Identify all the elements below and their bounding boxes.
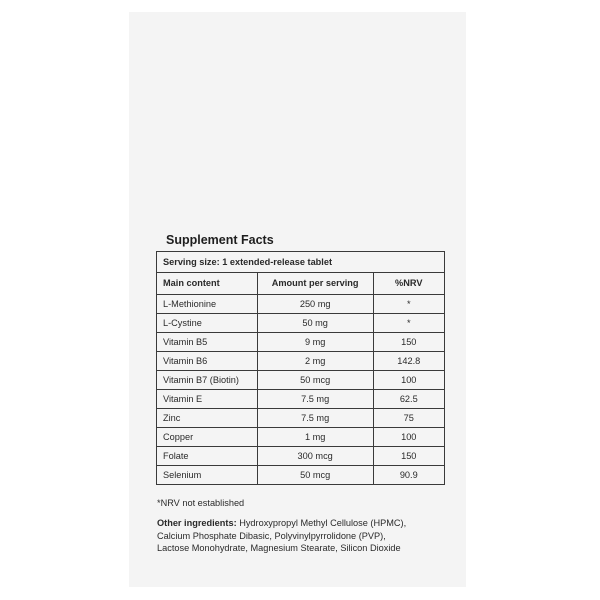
other-ingredients bbox=[157, 517, 457, 555]
nutrient-name: Vitamin E bbox=[157, 390, 258, 409]
nutrient-name: Vitamin B6 bbox=[157, 352, 258, 371]
nutrient-name: L-Cystine bbox=[157, 314, 258, 333]
table-row bbox=[157, 333, 445, 352]
nutrient-amount: 50 mcg bbox=[257, 466, 373, 485]
nutrient-amount: 2 mg bbox=[257, 352, 373, 371]
other-ingredients-label: Other ingredients: bbox=[157, 518, 237, 528]
serving-size-text: Serving size: 1 extended-release tablet bbox=[157, 252, 445, 273]
nutrient-name: Copper bbox=[157, 428, 258, 447]
nutrient-name: L-Methionine bbox=[157, 295, 258, 314]
supplement-facts-title: Supplement Facts bbox=[166, 233, 274, 247]
header-main-content: Main content bbox=[157, 273, 258, 295]
nutrient-nrv: 62.5 bbox=[373, 390, 444, 409]
table-row bbox=[157, 295, 445, 314]
other-ingredients-line-3: Lactose Monohydrate, Magnesium Stearate, Silicon Dioxide bbox=[157, 543, 401, 553]
table-row bbox=[157, 447, 445, 466]
header-amount-per-serving: Amount per serving bbox=[257, 273, 373, 295]
supplement-facts-table bbox=[156, 251, 445, 485]
other-ingredients-text: Hydroxypropyl Methyl Cellulose (HPMC), bbox=[236, 518, 407, 528]
nutrient-nrv: 100 bbox=[373, 428, 444, 447]
nutrient-nrv: 150 bbox=[373, 447, 444, 466]
serving-size-row bbox=[157, 252, 445, 273]
nrv-footnote: *NRV not established bbox=[157, 498, 245, 508]
nutrient-name: Vitamin B5 bbox=[157, 333, 258, 352]
nutrient-nrv: * bbox=[373, 314, 444, 333]
nutrient-nrv: * bbox=[373, 295, 444, 314]
table-row bbox=[157, 466, 445, 485]
nutrient-amount: 9 mg bbox=[257, 333, 373, 352]
nutrient-nrv: 75 bbox=[373, 409, 444, 428]
nutrient-amount: 7.5 mg bbox=[257, 390, 373, 409]
nutrient-amount: 50 mg bbox=[257, 314, 373, 333]
other-ingredients-line-1 bbox=[157, 517, 457, 530]
nutrient-name: Folate bbox=[157, 447, 258, 466]
table-row bbox=[157, 352, 445, 371]
nutrient-name: Vitamin B7 (Biotin) bbox=[157, 371, 258, 390]
nutrient-nrv: 100 bbox=[373, 371, 444, 390]
table-row bbox=[157, 390, 445, 409]
nutrient-nrv: 90.9 bbox=[373, 466, 444, 485]
nutrient-amount: 50 mcg bbox=[257, 371, 373, 390]
nutrient-amount: 7.5 mg bbox=[257, 409, 373, 428]
nutrient-amount: 250 mg bbox=[257, 295, 373, 314]
nutrient-name: Zinc bbox=[157, 409, 258, 428]
table-row bbox=[157, 409, 445, 428]
header-nrv: %NRV bbox=[373, 273, 444, 295]
nutrient-name: Selenium bbox=[157, 466, 258, 485]
table-header-row bbox=[157, 273, 445, 295]
table-row bbox=[157, 371, 445, 390]
nutrient-nrv: 142.8 bbox=[373, 352, 444, 371]
table-row bbox=[157, 428, 445, 447]
nutrient-nrv: 150 bbox=[373, 333, 444, 352]
nutrient-amount: 1 mg bbox=[257, 428, 373, 447]
table-row bbox=[157, 314, 445, 333]
other-ingredients-line-2: Calcium Phosphate Dibasic, Polyvinylpyrrolidone (PVP), bbox=[157, 530, 386, 541]
nutrient-amount: 300 mcg bbox=[257, 447, 373, 466]
